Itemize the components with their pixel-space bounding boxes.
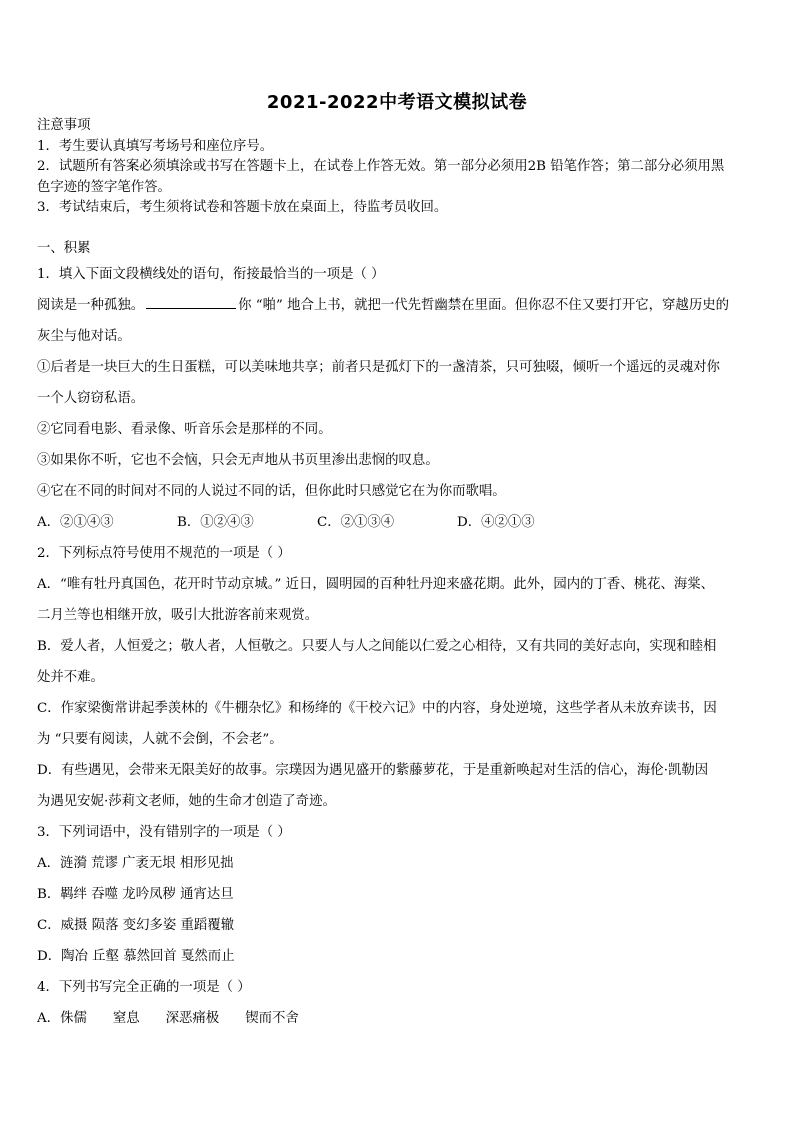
sentence-1-cont: 一个人窃窃私语。 — [37, 391, 145, 406]
option-a: A．“唯有牡丹真国色，花开时节动京城。” 近日，圆明园的百种牡丹迎来盛花期。此外，园内的丁香、桃花、海棠、 — [37, 577, 715, 592]
option-b-cont: 处并不难。 — [37, 670, 104, 685]
option-d: D．有些遇见，会带来无限美好的故事。宗璞因为遇见盛开的紫藤萝花，于是重新唤起对生活的信心，海伦·凯勒因 — [37, 763, 709, 778]
exam-content — [37, 116, 757, 1034]
passage-line: 灰尘与他对话。 — [37, 329, 131, 344]
question-stem: 2．下列标点符号使用不规范的一项是（ ） — [37, 546, 291, 561]
question-stem: 3．下列词语中，没有错别字的一项是（ ） — [37, 825, 291, 840]
option-b: B．爱人者，人恒爱之；敬人者，人恒敬之。只要人与人之间能以仁爱之心相待，又有共同的美好志向，实现和睦相 — [37, 639, 717, 654]
question-2 — [37, 538, 757, 817]
option-a: A．涟漪 荒谬 广袤无垠 相形见拙 — [37, 856, 234, 871]
sentence-2: ②它同看电影、看录像、听音乐会是那样的不同。 — [37, 422, 332, 437]
option-c: C．作家梁衡常讲起季羡林的《牛棚杂忆》和杨绛的《干校六记》中的内容，身处逆境，这些学者从未放弃读书，因 — [37, 701, 717, 716]
notice-item: 1．考生要认真填写考场号和座位序号。 — [37, 138, 274, 154]
option-d-cont: 为遇见安妮·莎莉文老师，她的生命才创造了奇迹。 — [37, 794, 336, 809]
option-c: C．②①③④ — [317, 515, 395, 530]
options-row — [37, 507, 757, 538]
option-a: A．②①④③ — [37, 515, 114, 530]
fill-blank — [146, 294, 236, 309]
notice-block — [37, 116, 757, 219]
notice-item: 3．考试结束后，考生须将试卷和答题卡放在桌面上，待监考员收回。 — [37, 200, 448, 215]
option-b: B．①②④③ — [177, 515, 254, 530]
section-heading: 一、积累 — [37, 240, 91, 256]
sentence-3: ③如果你不听，它也不会恼，只会无声地从书页里渗出悲悯的叹息。 — [37, 453, 439, 468]
option-c: C．威摄 陨落 变幻多姿 重蹈覆辙 — [37, 918, 235, 933]
question-3 — [37, 817, 757, 972]
option-d: D．④②①③ — [457, 515, 535, 530]
notice-heading: 注意事项 — [37, 118, 91, 133]
sentence-1: ①后者是一块巨大的生日蛋糕，可以美味地共享；前者只是孤灯下的一盏清茶，只可独啜，倾听一个遥远的灵魂对你 — [37, 360, 720, 375]
question-4 — [37, 972, 757, 1034]
option-c-cont: 为 “只要有阅读，人就不会倒，不会老”。 — [37, 732, 283, 747]
exam-title: 2021-2022中考语文模拟试卷 — [266, 92, 528, 113]
question-stem: 1．填入下面文段横线处的语句，衔接最恰当的一项是（ ） — [37, 267, 385, 282]
question-1 — [37, 259, 757, 538]
option-a-cont: 二月兰等也相继开放，吸引大批游客前来观赏。 — [37, 608, 319, 623]
sentence-4: ④它在不同的时间对不同的人说过不同的话，但你此时只感觉它在为你而歌唱。 — [37, 484, 506, 499]
option-d: D．陶冶 丘壑 慕然回首 戛然而止 — [37, 949, 235, 964]
notice-item: 色字迹的签字笔作答。 — [37, 179, 171, 195]
option-a: A．侏儒 窒息 深恶痛极 锲而不舍 — [37, 1011, 299, 1026]
question-stem: 4．下列书写完全正确的一项是（ ） — [37, 980, 251, 995]
passage-line: 阅读是一种孤独。 你 “啪” 地合上书，就把一代先哲幽禁在里面。但你忍不住又要打开它，穿越历史的 — [37, 290, 757, 321]
option-b: B．羁绊 吞噬 龙吟凤秽 通宵达旦 — [37, 887, 234, 902]
notice-item: 2．试题所有答案必须填涂或书写在答题卡上，在试卷上作答无效。第一部分必须用2B 铅笔作答；第二部分必须用黑 — [37, 159, 725, 174]
